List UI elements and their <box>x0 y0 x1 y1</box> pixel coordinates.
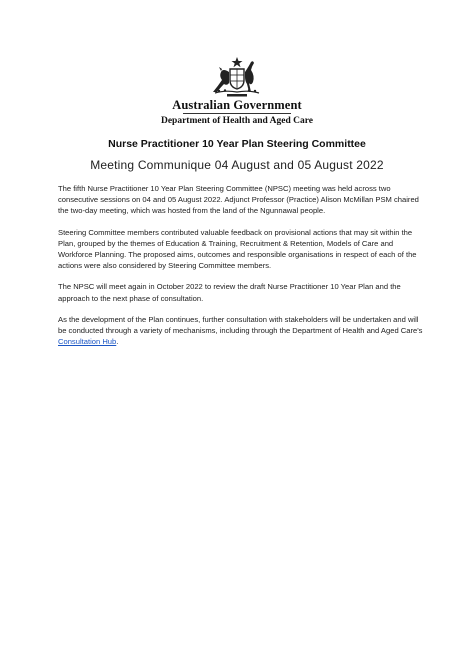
paragraph <box>58 314 424 348</box>
consultation-hub-link[interactable]: Consultation Hub <box>58 337 117 347</box>
header-divider <box>183 113 291 114</box>
document-subtitle: Meeting Communique 04 August and 05 August 2022 <box>90 158 384 172</box>
paragraph: The fifth Nurse Practitioner 10 Year Plan Steering Committee (NPSC) meeting was held across two consecutive sessions on 04 and 05 August 2022. Adjunct Professor (Practice) Alison McMillan PSM chaired the two-day meeting, which was hosted from the land of the Ngunnawal people. <box>58 184 419 216</box>
coat-of-arms-icon <box>205 56 269 98</box>
document-body <box>58 183 424 357</box>
paragraph-text: As the development of the Plan continues, further consultation with stakeholders will be undertaken and will be conducted through a variety of mechanisms, including through the Department of Health and Aged Care's <box>58 314 423 336</box>
government-name: Australian Government <box>172 98 302 112</box>
department-name: Department of Health and Aged Care <box>160 116 314 126</box>
paragraph: Steering Committee members contributed valuable feedback on provisional actions that may sit within the Plan, grouped by the themes of Education & Training, Recruitment & Retention, Models of Care and Workforce Planning. The proposed aims, outcomes and responsible organisations in respect of each of the actions were also considered by Steering Committee members. <box>58 227 417 271</box>
document-title: Nurse Practitioner 10 Year Plan Steering Committee <box>108 138 366 150</box>
paragraph: The NPSC will meet again in October 2022 to review the draft Nurse Practitioner 10 Year Plan and the approach to the next phase of consultation. <box>58 282 401 303</box>
paragraph-text-end: . <box>116 337 119 347</box>
